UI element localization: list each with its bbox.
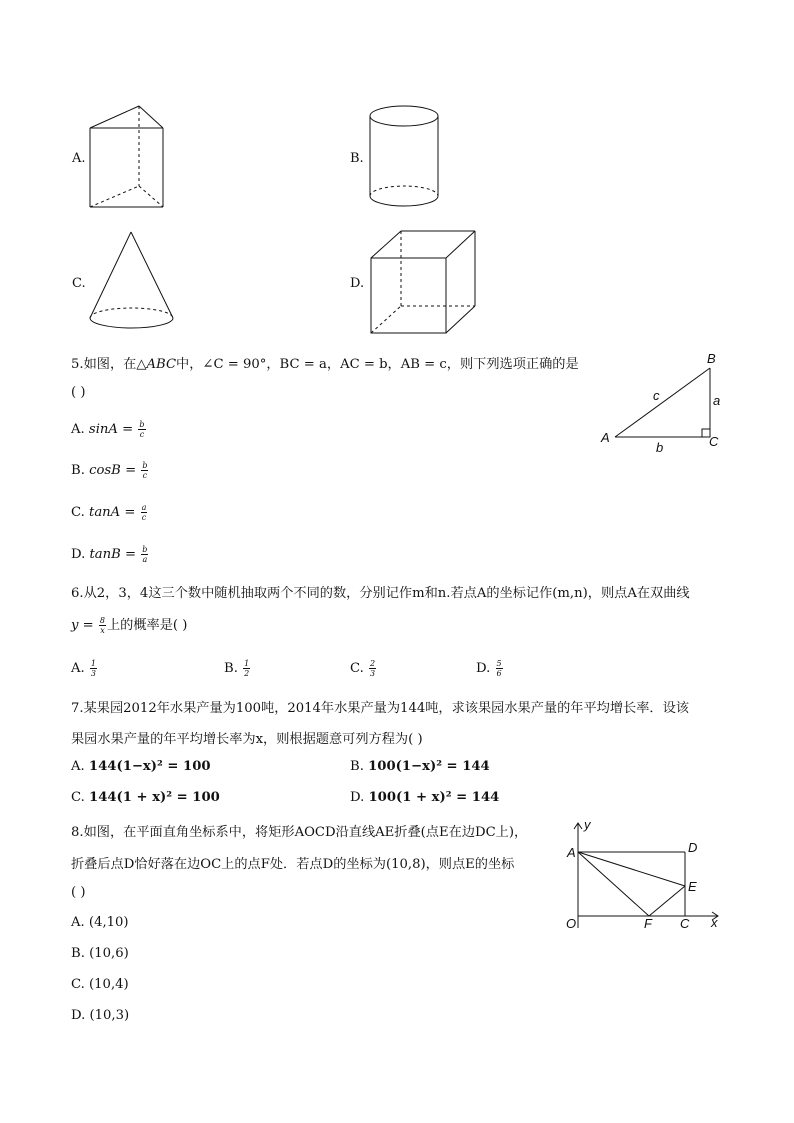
q8-option-b-letter: B. bbox=[71, 946, 85, 961]
q5-option-d-letter: D. bbox=[71, 547, 86, 562]
q5-option-c-fraction: $\frac{a}{c}$ bbox=[141, 503, 147, 522]
q8-option-c-letter: C. bbox=[71, 977, 85, 992]
q5-stem bbox=[71, 353, 579, 372]
triangular-prism-figure bbox=[85, 100, 170, 212]
q5-option-b-fraction: $\frac{b}{c}$ bbox=[142, 461, 148, 480]
q6-stem-line2-rest: 上的概率是( ) bbox=[107, 618, 188, 633]
q8-stem-line1: 8.如图，在平面直角坐标系中，将矩形AOCD沿直线AE折叠(点E在边DC上)， bbox=[71, 825, 528, 840]
q8-option-d[interactable] bbox=[71, 1008, 129, 1023]
q8-y-axis-label: y bbox=[584, 817, 591, 832]
q6-option-c-letter: C. bbox=[350, 661, 364, 676]
q7-option-d-letter: D. bbox=[350, 790, 365, 805]
q6-stem-line2 bbox=[71, 614, 187, 635]
q7-stem-line1: 7.某果园2012年水果产量为100吨，2014年水果产量为144吨，求该果园水果产量的年平均增长率．设该 bbox=[71, 701, 689, 716]
q4-option-c-letter: C. bbox=[72, 276, 86, 291]
q5-option-b-letter: B. bbox=[71, 463, 85, 478]
cone-figure bbox=[85, 228, 180, 336]
q6-option-d-letter: D. bbox=[476, 661, 491, 676]
q5-option-c[interactable] bbox=[71, 503, 148, 522]
q5-option-c-letter: C. bbox=[71, 505, 85, 520]
q6-option-c-fraction: $\frac{2}{3}$ bbox=[370, 659, 376, 678]
q5-stem-b: 中，∠C = 90°，BC = a，AC = b，AB = c，则下列选项正确的是 bbox=[176, 357, 579, 372]
q8-option-c-value: (10,4) bbox=[89, 977, 129, 992]
q8-option-d-letter: D. bbox=[71, 1008, 86, 1023]
q5-side-c-label: c bbox=[653, 388, 660, 403]
q6-hyperbola-fraction: $\frac{8}{x}$ bbox=[99, 616, 105, 635]
q5-stem-triangle: △ABC bbox=[136, 357, 177, 372]
q7-option-b-expr: 100(1−x)² = 144 bbox=[368, 759, 490, 774]
q5-vertex-a-label: A bbox=[601, 430, 610, 445]
q7-option-b[interactable] bbox=[350, 759, 490, 774]
q6-option-b[interactable] bbox=[224, 659, 251, 678]
q8-point-o-label: O bbox=[566, 916, 577, 931]
q5-stem-a: 5.如图，在 bbox=[71, 357, 137, 372]
q7-option-d[interactable] bbox=[350, 790, 499, 805]
q6-hyperbola-y: y = bbox=[71, 618, 94, 633]
q5-option-d-func: tanB = bbox=[89, 547, 137, 562]
q4-option-d-letter: D. bbox=[350, 276, 365, 291]
q8-option-a-letter: A. bbox=[71, 915, 85, 930]
q8-point-e-label: E bbox=[688, 879, 697, 894]
q7-option-c[interactable] bbox=[71, 790, 220, 805]
q8-option-a[interactable] bbox=[71, 915, 129, 930]
q5-option-b-func: cosB = bbox=[89, 463, 137, 478]
q8-point-d-label: D bbox=[688, 840, 698, 855]
q6-option-a[interactable] bbox=[71, 659, 98, 678]
q7-option-c-expr: 144(1 + x)² = 100 bbox=[89, 790, 220, 805]
q8-option-d-value: (10,3) bbox=[89, 1008, 130, 1023]
q7-option-c-letter: C. bbox=[71, 790, 85, 805]
q5-vertex-c-label: C bbox=[709, 434, 719, 449]
q5-option-a-letter: A. bbox=[71, 422, 85, 437]
q6-option-d-fraction: $\frac{5}{6}$ bbox=[496, 659, 502, 678]
q7-option-b-letter: B. bbox=[350, 759, 364, 774]
q8-stem-line2: 折叠后点D恰好落在边OC上的点F处．若点D的坐标为(10,8)，则点E的坐标 bbox=[71, 857, 515, 872]
q5-side-a-label: a bbox=[713, 393, 721, 408]
q8-point-f-label: F bbox=[644, 916, 652, 931]
q6-option-a-letter: A. bbox=[71, 661, 85, 676]
q5-option-d[interactable] bbox=[71, 545, 149, 564]
q5-option-b[interactable] bbox=[71, 461, 149, 480]
q5-paren: ( ) bbox=[71, 385, 86, 400]
cylinder-figure bbox=[365, 100, 445, 212]
q7-option-a-expr: 144(1−x)² = 100 bbox=[88, 759, 211, 774]
q8-option-a-value: (4,10) bbox=[88, 915, 129, 930]
q5-option-a[interactable] bbox=[71, 420, 147, 439]
q6-option-c[interactable] bbox=[350, 659, 377, 678]
q8-point-a-label: A bbox=[567, 845, 576, 860]
q8-point-c-label: C bbox=[680, 916, 690, 931]
q6-option-d[interactable] bbox=[476, 659, 504, 678]
q7-option-a[interactable] bbox=[71, 759, 211, 774]
q8-option-b-value: (10,6) bbox=[89, 946, 129, 961]
q5-option-a-fraction: $\frac{b}{c}$ bbox=[139, 420, 145, 439]
q6-option-a-fraction: $\frac{1}{3}$ bbox=[90, 659, 97, 678]
q6-option-b-letter: B. bbox=[224, 661, 238, 676]
q5-option-c-func: tanA = bbox=[89, 505, 136, 520]
q5-side-b-label: b bbox=[656, 440, 664, 455]
q8-paren: ( ) bbox=[71, 885, 86, 900]
q8-x-axis-label: x bbox=[711, 915, 718, 930]
q7-option-a-letter: A. bbox=[71, 759, 85, 774]
q5-option-a-func: sinA = bbox=[88, 422, 134, 437]
q8-option-b[interactable] bbox=[71, 946, 129, 961]
q5-vertex-b-label: B bbox=[707, 351, 716, 366]
q4-option-b-letter: B. bbox=[350, 151, 364, 166]
q6-option-b-fraction: $\frac{1}{2}$ bbox=[244, 659, 250, 678]
cube-figure bbox=[365, 226, 485, 338]
q5-option-d-fraction: $\frac{b}{a}$ bbox=[142, 545, 148, 564]
q8-option-c[interactable] bbox=[71, 977, 129, 992]
q6-stem-line1: 6.从2，3，4这三个数中随机抽取两个不同的数，分别记作m和n.若点A的坐标记作(m,n)，则点A在双曲线 bbox=[71, 586, 690, 601]
q4-option-a-letter: A. bbox=[72, 151, 86, 166]
q7-stem-line2: 果园水果产量的年平均增长率为x，则根据题意可列方程为( ) bbox=[71, 732, 423, 747]
q7-option-d-expr: 100(1 + x)² = 144 bbox=[368, 790, 500, 805]
